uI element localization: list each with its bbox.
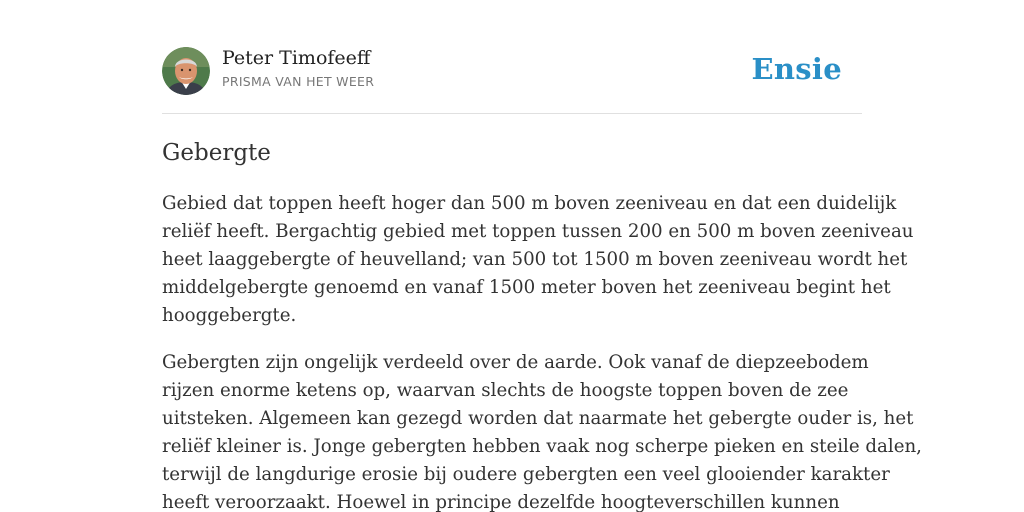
header-divider <box>162 113 862 114</box>
paragraph-line: hooggebergte. <box>162 305 297 326</box>
paragraph-line: Gebergten zijn ongelijk verdeeld over de aarde. Ook vanaf de diepzeebodem <box>162 352 869 373</box>
article-title: Gebergte <box>162 140 271 166</box>
author-avatar[interactable] <box>162 47 210 95</box>
paragraph-line: heet laaggebergte of heuvelland; van 500 tot 1500 m boven zeeniveau wordt het <box>162 249 908 270</box>
paragraph-line: Gebied dat toppen heeft hoger dan 500 m boven zeeniveau en dat een duidelijk <box>162 193 897 214</box>
author-name[interactable]: Peter Timofeeff <box>222 47 371 69</box>
article-body <box>162 190 922 512</box>
paragraph-line: uitsteken. Algemeen kan gezegd worden dat naarmate het gebergte ouder is, het <box>162 408 914 429</box>
paragraph-line: reliëf heeft. Bergachtig gebied met toppen tussen 200 en 500 m boven zeeniveau <box>162 221 914 242</box>
article-paragraph <box>162 349 922 512</box>
article-paragraph <box>162 190 914 330</box>
avatar-portrait-image <box>162 47 210 95</box>
paragraph-line: heeft veroorzaakt. Hoewel in principe dezelfde hoogteverschillen kunnen <box>162 492 840 512</box>
paragraph-line: middelgebergte genoemd en vanaf 1500 meter boven het zeeniveau begint het <box>162 277 891 298</box>
paragraph-line: reliëf kleiner is. Jonge gebergten hebben vaak nog scherpe pieken en steile dalen, <box>162 436 922 457</box>
paragraph-line: terwijl de langdurige erosie bij oudere gebergten een veel glooiender karakter <box>162 464 890 485</box>
author-header <box>162 46 862 96</box>
paragraph-line: rijzen enorme ketens op, waarvan slechts de hoogste toppen boven de zee <box>162 380 849 401</box>
source-name[interactable]: PRISMA VAN HET WEER <box>222 74 375 89</box>
ensie-logo[interactable]: Ensie <box>751 52 842 86</box>
